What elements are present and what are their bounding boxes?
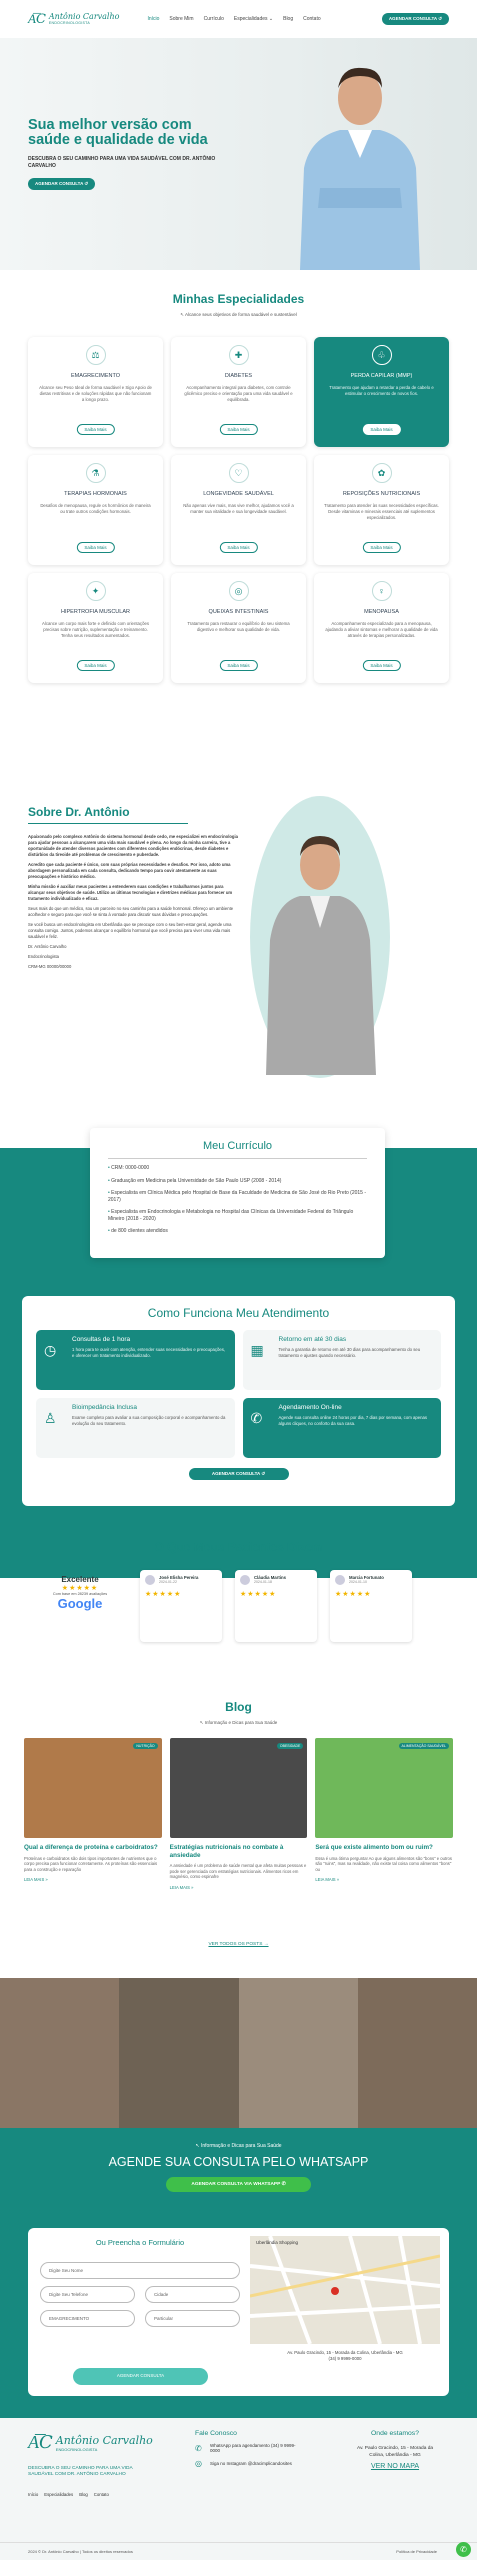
gallery-photo (119, 1978, 238, 2128)
specialty-description: Tratamento para atender às suas necessidades específicas. Desde vitaminas e minerais essenciais até suplementos especializados. (324, 503, 439, 520)
footer-contact-item[interactable] (195, 2459, 300, 2468)
copyright-bar (0, 2542, 477, 2560)
specialty-title: HIPERTROFIA MUSCULAR (61, 609, 130, 615)
specialty-description: Desafios de menopausa, regule os hormônios de maneira ou trate outros condições hormonais. (40, 503, 151, 514)
about-text (28, 834, 238, 974)
how-it-works-item-title: Retorno em até 30 dias (278, 1336, 347, 1343)
longevity-icon: ♡ (229, 463, 249, 483)
divider (108, 1158, 367, 1159)
how-it-works-item (36, 1330, 235, 1390)
blog-post-image[interactable] (24, 1738, 162, 1838)
form-address-line: Av. Paulo Gracindo, 15 - Morada da Colina, Uberlândia - MG (287, 2350, 403, 2355)
map-graphic (250, 2236, 440, 2344)
footer-contact (195, 2430, 300, 2468)
nav-contato[interactable]: Contato (303, 16, 321, 22)
review-stars: ★★★★★ (335, 1591, 372, 1598)
how-it-works-title: Como Funciona Meu Atendimento (147, 1306, 330, 1320)
nav-especialidades[interactable]: Especialidades ⌄ (233, 16, 274, 22)
specialty-title: DIABETES (224, 373, 253, 379)
menopause-icon: ♀ (372, 581, 392, 601)
intestine-icon: ◎ (229, 581, 249, 601)
footer-link[interactable]: Contato (93, 2492, 109, 2497)
logo[interactable] (28, 11, 119, 27)
specialty-card (28, 337, 163, 447)
scale-icon: ⚖ (86, 345, 106, 365)
copyright-text: 2024 © Dr. Antônio Carvalho | Todos os direitos reservados (28, 2549, 133, 2554)
blog-post-excerpt: Essa é uma ótima pergunta! Ao que alguns alimentos são "bons" e outros são "ruins", mas na realidade, não existe tal coisa como alimentos "bons" ou (315, 1855, 452, 1872)
curriculum-item: • CRM: 0000-0000 (108, 1165, 367, 1172)
specialty-more-button[interactable]: Saiba Mais (362, 660, 400, 671)
see-map-link[interactable]: VER NO MAPA (370, 2463, 420, 2470)
blog-post-title[interactable]: Qual a diferença de proteína e carboidratos? (24, 1844, 158, 1851)
nav-curriculo[interactable]: Currículo (203, 16, 224, 22)
reviewer-name: Marcia Fortunato (349, 1575, 384, 1580)
how-it-works-item-title: Consultas de 1 hora (72, 1336, 131, 1343)
review-date: 2024-01-22 (159, 1580, 177, 1584)
reviews-section (0, 1540, 477, 1670)
how-it-works-item-desc: Agende sua consulta online 24 horas por dia, 7 dias por semana, com apenas alguns cliques, no conforto da sua casa. (278, 1415, 428, 1426)
form-address (250, 2350, 440, 2362)
specialty-title: TERAPIAS HORMONAIS (64, 491, 127, 497)
site-header (0, 0, 477, 38)
doctor-photo (290, 58, 430, 270)
specialty-description: Tratamento que ajudam a retardar a perda de cabelo e estimular o crescimento de novos fios. (329, 385, 434, 396)
specialty-title: QUEIXAS INTESTINAIS (208, 609, 269, 615)
review-card (235, 1570, 317, 1642)
specialty-title: LONGEVIDADE SAUDÁVEL (203, 491, 274, 497)
blog-post-tag: OBESIDADE (277, 1743, 303, 1749)
specialties-title: Minhas Especialidades (172, 292, 305, 306)
footer-logo-name: Antônio Carvalho (55, 2433, 153, 2447)
city-input[interactable]: Cidade (145, 2286, 240, 2303)
reviews-count: Com base em 28239 avaliações (52, 1592, 108, 1596)
review-stars: ★★★★★ (240, 1591, 277, 1598)
how-it-works-grid (36, 1330, 441, 1458)
specialty-more-button[interactable]: Saiba Mais (362, 542, 400, 553)
blog-section (0, 1700, 477, 1950)
footer-logo-subtitle: ENDOCRINOLOGISTA (55, 2446, 98, 2452)
review-stars: ★★★★★ (145, 1591, 182, 1598)
specialty-more-button[interactable]: Saiba Mais (76, 542, 114, 553)
curriculum-item: • Especialista em Endocrinologia e Metabologia no Hospital das Clínicas da Universidade Federal do Triângulo Mineiro (2018 - 2020) (108, 1209, 367, 1222)
curriculum-band (0, 1140, 477, 1578)
blog-grid (24, 1738, 453, 1890)
header-schedule-button[interactable]: AGENDAR CONSULTA ↺ (382, 13, 449, 25)
whatsapp-float-icon[interactable]: ✆ (456, 2542, 471, 2557)
blog-read-more-link[interactable]: LEIA MAIS » (169, 1884, 194, 1890)
reviews-rating-label: Excelente (61, 1575, 99, 1584)
nav-sobre[interactable]: Sobre Mim (169, 16, 194, 22)
how-it-works-card (22, 1296, 455, 1506)
map-place-label: Uberlândia Shopping (256, 2240, 299, 2245)
specialty-card (171, 337, 306, 447)
specialty-more-button[interactable]: Saiba Mais (219, 660, 257, 671)
about-title: Sobre Dr. Antônio (28, 805, 130, 819)
title-divider (28, 823, 188, 824)
avatar (145, 1575, 155, 1585)
reviews-summary (35, 1575, 125, 1611)
specialty-card (28, 455, 163, 565)
specialty-description: Acompanhamento especializado para a menopausa, ajudando a aliviar sintomas e melhorar a qualidade de vida através de terapias personalizadas. (325, 621, 438, 638)
footer-contact-item[interactable] (195, 2443, 300, 2453)
about-section (0, 790, 477, 1090)
specialty-card (171, 573, 306, 683)
specialty-more-button[interactable]: Saiba Mais (362, 424, 400, 435)
curriculum-list (108, 1165, 367, 1235)
hero (0, 38, 477, 270)
blog-post-image[interactable] (170, 1738, 308, 1838)
how-it-works-item-desc: 1 hora para te ouvir com atenção, entender suas necessidades e preocupações, e oferecer um tratamento individualizado. (72, 1347, 226, 1358)
footer-nav (28, 2492, 109, 2497)
specialty-description: Tratamento para restaurar o equilíbrio do seu sistema digestivo e melhorar sua qualidade de vida. (187, 621, 290, 632)
location-map[interactable] (250, 2236, 440, 2344)
specialty-description: Alcance um corpo mais forte e definido com orientações precisas sobre nutrição, suplementação e treinamento. Tenha seus resultados aumentados. (42, 621, 149, 638)
form-submit-button[interactable]: AGENDAR CONSULTA (73, 2368, 208, 2385)
blog-post-title[interactable]: Estratégias nutricionais no combate à ansiedade (169, 1844, 284, 1859)
curriculum-item: • de 800 clientes atendidos (108, 1228, 367, 1235)
footer-description: DESCUBRA O SEU CAMINHO PARA UMA VIDA SAUDÁVEL COM DR. ANTÔNIO CARVALHO (28, 2466, 133, 2477)
reviewer-name: Cláudia Martins (254, 1575, 286, 1580)
gallery-photo (239, 1978, 358, 2128)
how-it-works-item (243, 1398, 442, 1458)
blog-title: Blog (225, 1700, 252, 1714)
specialty-title: MENOPAUSA (364, 609, 399, 615)
plan-select[interactable]: Particular (145, 2310, 240, 2327)
footer-link[interactable]: Especialidades (44, 2492, 74, 2497)
about-paragraph: Seus mais do que um médico, sou um parceiro no seu caminho para a saúde hormonal. Ofereço um ambiente acolhedor e seguro para que você se sinta à vontade para discutir suas dúvidas e preocupações. (28, 906, 234, 917)
avatar (240, 1575, 250, 1585)
specialties-lead: ↖ Alcance seus objetivos de forma saudável e sustentável (180, 312, 297, 317)
footer-location-title: Onde estamos? (371, 2430, 419, 2437)
hormone-icon: ⚗ (86, 463, 106, 483)
google-logo: Google (57, 1596, 103, 1611)
syringe-icon: ✚ (229, 345, 249, 365)
footer-link[interactable]: Início (28, 2492, 39, 2497)
footer-contact-text: WhatsApp para agendamento (34) 9 9999-0000 (210, 2443, 296, 2453)
specialty-title: REPOSIÇÕES NUTRICIONAIS (342, 491, 421, 497)
gallery-photo (0, 1978, 119, 2128)
form-phone: (34) 9 9999-0000 (328, 2356, 362, 2361)
hero-subtitle: DESCUBRA O SEU CAMINHO PARA UMA VIDA SAUDÁVEL COM DR. ANTÔNIO CARVALHO (28, 156, 216, 169)
hair-icon: ♧ (372, 345, 392, 365)
curriculum-item: • Especialista em Clínica Médica pelo Hospital de Base da Faculdade de Medicina de São José do Rio Preto (2015 - 2017) (108, 1190, 367, 1203)
about-paragraph: CRM-MG 00000/00000 (28, 964, 72, 969)
how-it-works-item (243, 1330, 442, 1390)
specialty-more-button[interactable]: Saiba Mais (219, 424, 257, 435)
blog-post-tag: NUTRIÇÃO (133, 1743, 157, 1749)
how-it-works-item-title: Agendamento On-line (278, 1404, 342, 1411)
blog-post-tag: ALIMENTAÇÃO SAUDÁVEL (399, 1743, 449, 1749)
about-doctor-photo (258, 810, 383, 1075)
review-card (330, 1570, 412, 1642)
specialties-section (0, 292, 477, 668)
how-it-works-item (36, 1398, 235, 1458)
footer-address: Av. Paulo Gracindo, 15 - Morada da Colina, Uberlândia - MG (356, 2446, 434, 2458)
clinic-gallery (0, 1978, 477, 2128)
specialty-description: Alcance seu Peso Ideal de forma saudável e Sigo Apoio de dietas restritivas e de soluções rápidas que não funcionam a longo prazo. (39, 385, 152, 402)
specialty-card (28, 573, 163, 683)
specialty-card (171, 455, 306, 565)
logo-name: Antônio Carvalho (48, 12, 120, 21)
specialty-title: EMAGRECIMENTO (70, 373, 121, 379)
about-paragraph: Dr. Antônio Carvalho (28, 944, 67, 949)
site-footer (0, 2418, 477, 2560)
how-it-works-item-desc: Tenha a garantia de retorno em até 30 dias para acompanhamento do seu tratamento e ajustes quando necessário. (278, 1347, 421, 1358)
nav-inicio[interactable]: Início (147, 16, 160, 22)
reviews-stars: ★★★★★ (61, 1585, 99, 1592)
main-nav (147, 16, 320, 22)
curriculum-card (90, 1128, 385, 1258)
blog-post[interactable] (24, 1738, 162, 1890)
blog-lead: ↖ Informação e Dicas para Sua Saúde (199, 1720, 278, 1725)
curriculum-item: • Graduação em Medicina pela Universidade de São Paulo USP (2008 - 2014) (108, 1178, 367, 1185)
instagram-icon: ◎ (195, 2459, 202, 2468)
specialties-grid (28, 337, 449, 683)
about-paragraph: Apaixonado pelo complexo Antônio do sistema hormonal desde cedo, me especializei em endocrinologia para ajudar pessoas a alcançarem uma vida mais saudável e plena. Ao longo da minha carreira, tive a oportunidade de atender diversos pacientes com diferentes condições endócrinas, desde diabetes e distúrbios da tireoide até problemas de crescimento e puberdade. (28, 834, 238, 857)
whatsapp-cta-section (0, 2128, 477, 2418)
footer-link[interactable]: Blog (79, 2492, 88, 2497)
specialty-card (314, 337, 449, 447)
review-card (140, 1570, 222, 1642)
cta-title: AGENDE SUA CONSULTA PELO WHATSAPP (108, 2155, 369, 2169)
gallery-photo (358, 1978, 477, 2128)
review-date: 2024-01-18 (254, 1580, 272, 1584)
clock-icon: ◷ (44, 1342, 57, 1358)
review-date: 2024-01-10 (349, 1580, 367, 1584)
whatsapp-icon: ✆ (250, 1410, 263, 1426)
form-title: Ou Preencha o Formulário (95, 2238, 185, 2247)
footer-contact-list (195, 2443, 300, 2468)
specialty-more-button[interactable]: Saiba Mais (76, 660, 114, 671)
specialty-more-button[interactable]: Saiba Mais (219, 542, 257, 553)
blog-post[interactable] (170, 1738, 308, 1890)
about-paragraph: Acredito que cada paciente é único, com suas próprias necessidades e desafios. Por isso, adoto uma abordagem personalizada em cada consulta, dedicando tempo para ouvir atentamente as suas preocupações e histórico médico. (28, 862, 231, 879)
phone-input[interactable]: Digite Seu Telefone (40, 2286, 135, 2303)
specialty-more-button[interactable]: Saiba Mais (76, 424, 114, 435)
blog-post-title[interactable]: Será que existe alimento bom ou ruim? (315, 1844, 433, 1851)
specialty-card (314, 573, 449, 683)
footer-contact-text: Siga no Instagram @dracimplicandosites (210, 2461, 292, 2466)
specialty-title: PERDA CAPILAR (MMP) (350, 373, 413, 379)
cta-kicker: ↖ Informação e Dicas para Sua Saúde (195, 2143, 282, 2149)
how-it-works-item-desc: Exame completo para avaliar a sua composição corporal e acompanhamento da evolução do seu tratamento. (72, 1415, 226, 1426)
footer-location (350, 2430, 440, 2470)
footer-logo[interactable] (28, 2432, 153, 2453)
nutrients-icon: ✿ (372, 463, 392, 483)
about-paragraph: Minha missão é auxiliar meus pacientes a entenderem suas condições e trabalharmos juntos para alcançar seus objetivos de saúde. Utilizo as últimas tecnologias e diretrizes médicas para fornecer um tratamento individualizado e eficaz. (28, 884, 233, 901)
avatar (335, 1575, 345, 1585)
blog-read-more-link[interactable]: LEIA MAIS » (315, 1877, 340, 1882)
whatsapp-schedule-button[interactable]: AGENDAR CONSULTA VIA WHATSAPP ✆ (166, 2177, 311, 2192)
muscle-icon: ✦ (86, 581, 106, 601)
specialty-card (314, 455, 449, 565)
blog-post-excerpt: A ansiedade é um problema de saúde mental que afeta muitas pessoas e pode ser gerenciada com estratégias nutricionais. Alimentos ricos em magnésio, como espinafre (169, 1863, 307, 1879)
curriculum-title: Meu Currículo (202, 1140, 273, 1152)
privacy-link[interactable]: Política de Privacidade (396, 2549, 437, 2554)
calendar-icon: ▦ (250, 1342, 264, 1358)
bioimpedance-icon: ♙ (44, 1410, 57, 1426)
logo-subtitle: ENDOCRINOLOGISTA (48, 21, 90, 25)
name-input[interactable]: Digite Seu Nome (40, 2262, 240, 2279)
about-paragraph: Endocrinologista (28, 954, 59, 959)
blog-post-excerpt: Proteínas e carboidratos são dois tipos importantes de nutrientes que o corpo precisa para funcionar corretamente. As proteínas são essenciais para a construção e reparação (24, 1855, 158, 1872)
nav-blog[interactable]: Blog (283, 16, 294, 22)
blog-post[interactable] (315, 1738, 453, 1890)
hero-title: Sua melhor versão com saúde e qualidade de vida (28, 117, 208, 148)
specialty-description: Não apenas vive mais, mas vive melhor, ajudamos você a manter sua vitalidade e sua longevidade saudável. (183, 503, 294, 514)
blog-post-image[interactable] (315, 1738, 453, 1838)
specialty-select[interactable]: EMAGRECIMENTO (40, 2310, 135, 2327)
contact-form-card (28, 2228, 449, 2396)
footer-contact-title: Fale Conosco (195, 2430, 237, 2437)
blog-read-more-link[interactable]: LEIA MAIS » (24, 1877, 48, 1882)
hero-schedule-button[interactable]: AGENDAR CONSULTA ↺ (28, 178, 95, 190)
reviewer-name: José Elisha Pereira (159, 1575, 199, 1580)
specialty-description: Acompanhamento integral para diabetes, com controle glicêmico preciso e orientação para uma vida saudável e equilibrada. (184, 385, 293, 402)
how-it-works-schedule-button[interactable]: AGENDAR CONSULTA ↺ (189, 1468, 289, 1480)
about-paragraph: Se você busca um endocrinologista em Uberlândia que se preocupe com o seu bem-estar geral, agende uma consulta comigo. Juntos, podemos alcançar o equilíbrio hormonal que você precisa para viver uma vida mais saudável e feliz. (28, 922, 232, 939)
reviews-title: O Que Meus Pacientes Dizem (154, 1540, 323, 1554)
whatsapp-icon: ✆ (195, 2443, 202, 2453)
footer-logo-mark: A͞C (28, 2432, 53, 2453)
how-it-works-item-title: Bioimpedância Inclusa (72, 1404, 138, 1411)
logo-mark: A͞C (28, 12, 46, 27)
all-posts-link[interactable]: VER TODOS OS POSTS → (208, 1942, 269, 1947)
